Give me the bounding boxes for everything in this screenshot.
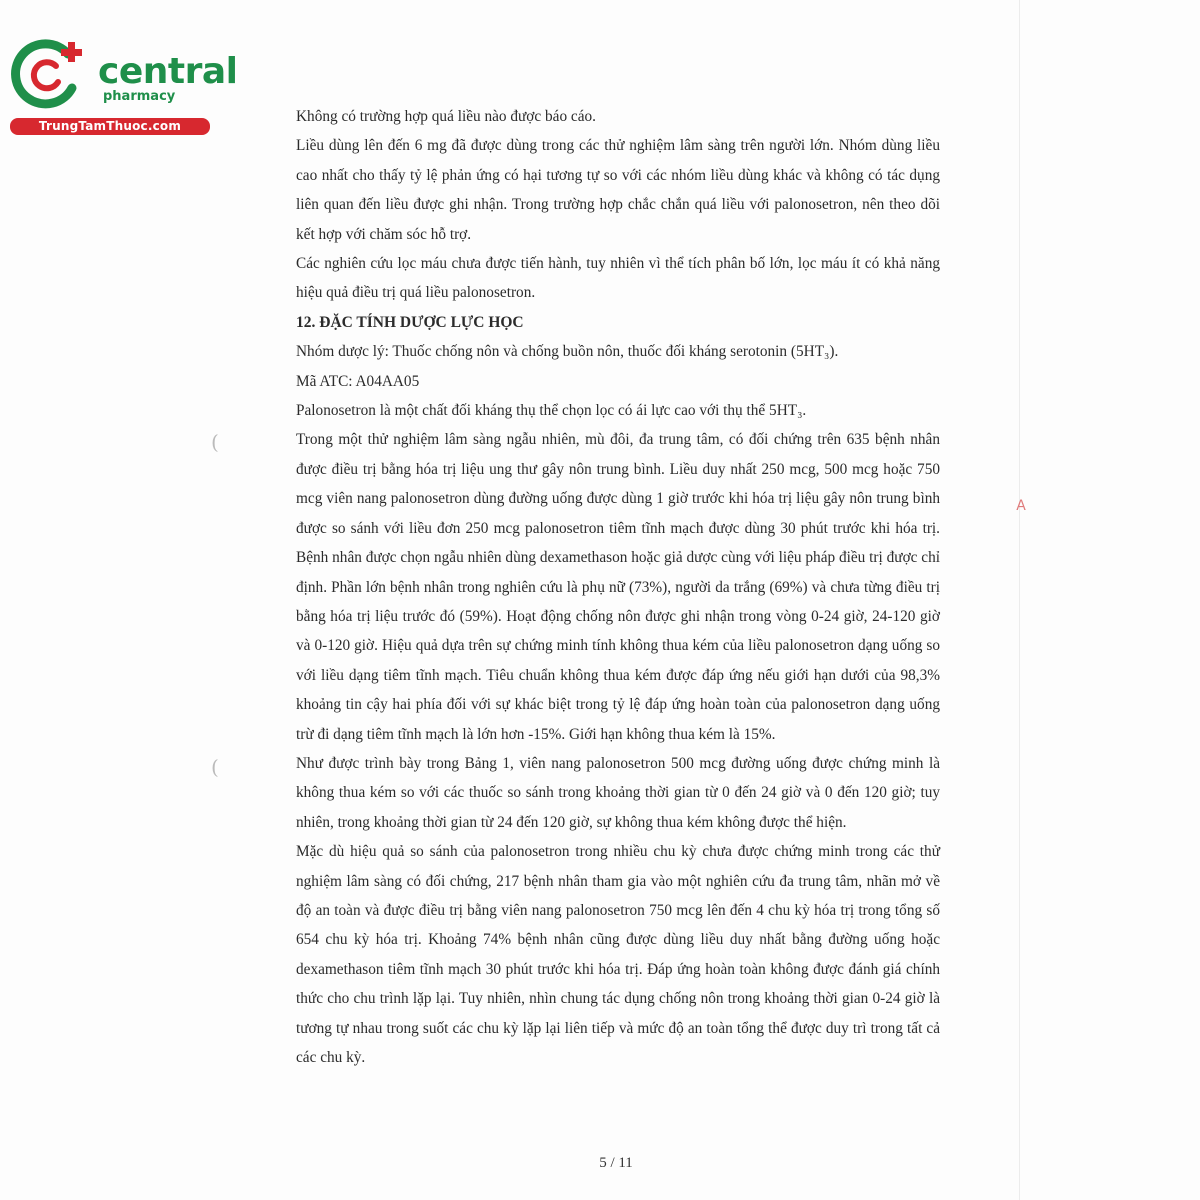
paragraph-mechanism: Palonosetron là một chất đối kháng thụ thể chọn lọc có ái lực cao với thụ thể 5HT₃.	[296, 402, 807, 420]
paragraph-multiple-cycles: Mặc dù hiệu quả so sánh của palonosetron trong nhiều chu kỳ chưa được chứng minh trong các thử nghiệm lâm sàng có đối chứng, 217 bệnh nhân tham gia vào một nghiên cứu đa trung tâm, nhãn mở về độ an toàn và được điều trị bằng viên nang palonosetron 750 mcg lên đến 4 chu kỳ hóa trị trong tổng số 654 chu kỳ hóa trị. Khoảng 74% bệnh nhân cũng được dùng liều duy nhất bằng đường uống hoặc dexamethason tiêm tĩnh mạch 30 phút trước khi hóa trị. Đáp ứng hoàn toàn không được đánh giá chính thức cho chu trình lặp lại. Tuy nhiên, nhìn chung tác dụng chống nôn trong khoảng thời gian 0-24 giờ là tương tự nhau trong suốt các chu kỳ lặp lại liên tiếp và mức độ an toàn tổng thể được duy trì trong tất cả các chu kỳ.	[296, 843, 940, 1066]
brand-logo[interactable]	[10, 36, 238, 136]
brand-url-badge[interactable]: TrungTamThuoc.com	[10, 118, 210, 135]
paragraph-clinical-trial: Trong một thử nghiệm lâm sàng ngẫu nhiên, mù đôi, đa trung tâm, có đối chứng trên 635 bệnh nhân được điều trị bằng hóa trị liệu ung thư gây nôn trung bình. Liều duy nhất 250 mcg, 500 mcg hoặc 750 mcg viên nang palonosetron dùng đường uống được dùng 1 giờ trước khi hóa trị liệu gây nôn trung bình được so sánh với liều đơn 250 mcg palonosetron tiêm tĩnh mạch được dùng 30 phút trước khi hóa trị. Bệnh nhân được chọn ngẫu nhiên dùng dexamethason hoặc giả dược cùng với liệu pháp điều trị được chỉ định. Phần lớn bệnh nhân trong nghiên cứu là phụ nữ (73%), người da trắng (69%) và chưa từng điều trị bằng hóa trị liệu trước đó (59%). Hoạt động chống nôn được ghi nhận trong vòng 0-24 giờ, 24-120 giờ và 0-120 giờ. Hiệu quả dựa trên sự chứng minh tính không thua kém của liều palonosetron dạng uống so với liều dạng tiêm tĩnh mạch. Tiêu chuẩn không thua kém được đáp ứng nếu giới hạn dưới của 98,3% khoảng tin cậy hai phía đối với sự khác biệt trong tỷ lệ đáp ứng hoàn toàn của palonosetron dạng uống trừ đi dạng tiêm tĩnh mạch là lớn hơn -15%. Giới hạn không thua kém là 15%.	[296, 431, 940, 743]
central-pharmacy-logo-icon	[10, 36, 92, 116]
paragraph-dialysis: Các nghiên cứu lọc máu chưa được tiến hành, tuy nhiên vì thể tích phân bố lớn, lọc máu ít có khả năng hiệu quả điều trị quá liều palonosetron.	[296, 255, 940, 302]
paragraph-pharmacologic-group: Nhóm dược lý: Thuốc chống nôn và chống buồn nôn, thuốc đối kháng serotonin (5HT₃).	[296, 343, 839, 361]
hole-punch-mark: (	[211, 430, 219, 454]
document-body	[296, 102, 940, 1072]
brand-name: central	[98, 51, 238, 92]
paragraph-table-summary: Như được trình bày trong Bảng 1, viên nang palonosetron 500 mcg đường uống được chứng minh là không thua kém so với các thuốc so sánh trong khoảng thời gian từ 0 đến 24 giờ và 0 đến 120 giờ; tuy nhiên, trong khoảng thời gian từ 24 đến 120 giờ, sự không thua kém không được thể hiện.	[296, 754, 940, 831]
paragraph-overdose-none: Không có trường hợp quá liều nào được báo cáo.	[296, 108, 596, 125]
brand-subtitle: pharmacy	[103, 89, 176, 104]
margin-stamp-letter: A	[1016, 498, 1026, 514]
page-edge-divider	[1019, 0, 1020, 1200]
section-heading: 12. ĐẶC TÍNH DƯỢC LỰC HỌC	[296, 313, 524, 331]
hole-punch-mark: (	[211, 755, 219, 779]
page-number: 5 / 11	[599, 1155, 633, 1171]
paragraph-atc-code: Mã ATC: A04AA05	[296, 372, 420, 390]
paragraph-overdose-dose: Liều dùng lên đến 6 mg đã được dùng trong các thử nghiệm lâm sàng trên người lớn. Nhóm dùng liều cao nhất cho thấy tỷ lệ phản ứng có hại tương tự so với các nhóm liều dùng khác và không có tác dụng liên quan đến liều được ghi nhận. Trong trường hợp chắc chắn quá liều với palonosetron, nên theo dõi kết hợp với chăm sóc hỗ trợ.	[296, 137, 940, 243]
